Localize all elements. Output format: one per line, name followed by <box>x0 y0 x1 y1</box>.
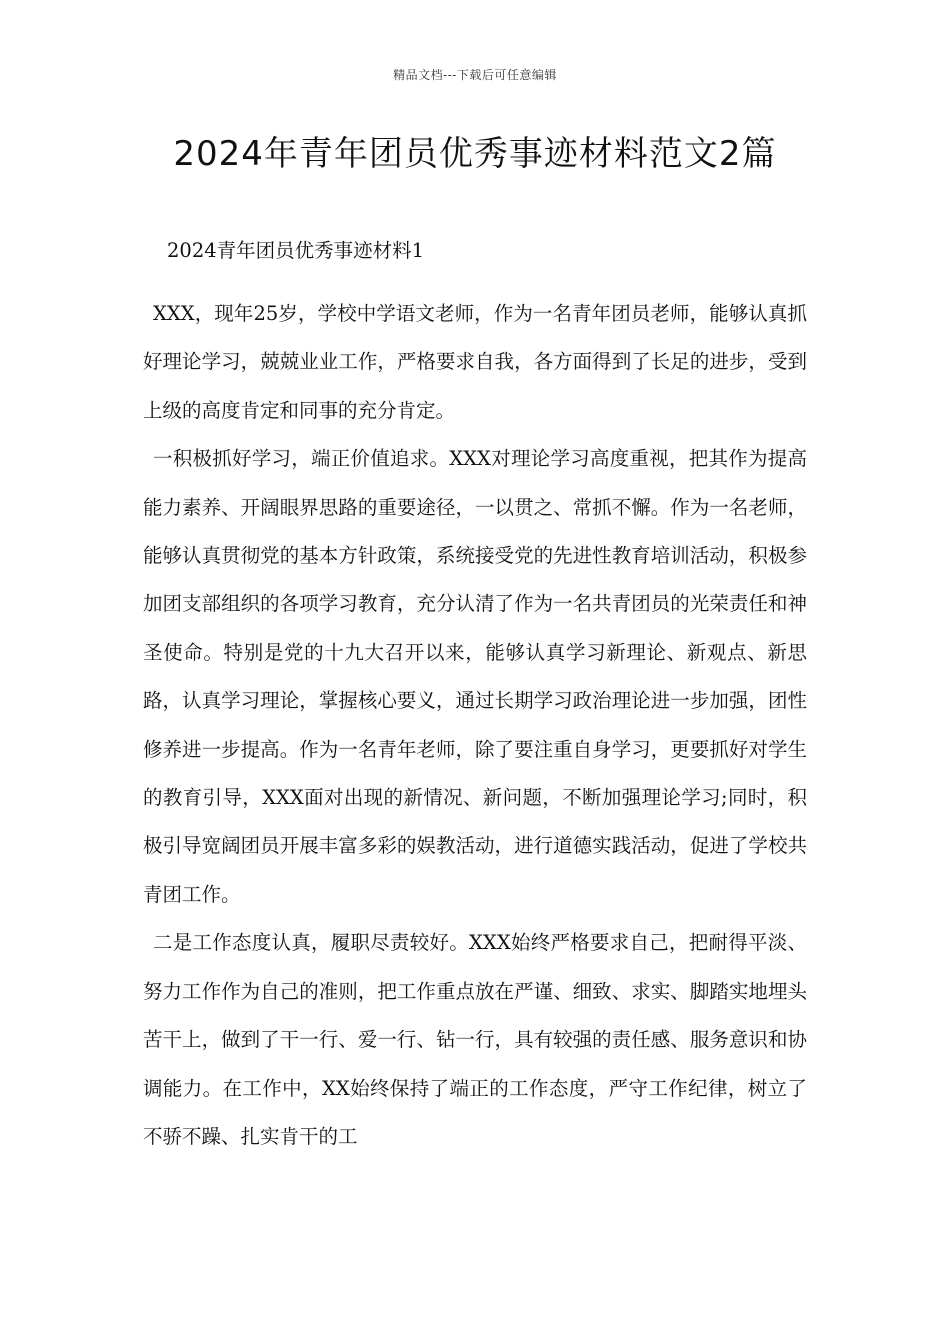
header-note: 精品文档---下载后可任意编辑 <box>393 68 557 82</box>
section-subtitle: 2024青年团员优秀事迹材料1 <box>167 239 425 262</box>
paragraph-work: 二是工作态度认真，履职尽责较好。XXX始终严格要求自己，把耐得平淡、努力工作作为自己的准则，把工作重点放在严谨、细致、求实、脚踏实地埋头苦干上，做到了干一行、爱一行、钻一行，具有较强的责任感、服务意识和协调能力。在工作中，XX始终保持了端正的工作态度，严守工作纪律，树立了不骄不躁、扎实肯干的工 <box>143 931 807 1148</box>
paragraph-intro: XXX，现年25岁，学校中学语文老师，作为一名青年团员老师，能够认真抓好理论学习，兢兢业业工作，严格要求自我，各方面得到了长足的进步，受到上级的高度肯定和同事的充分肯定。 <box>143 302 807 422</box>
paragraph-study: 一积极抓好学习，端正价值追求。XXX对理论学习高度重视，把其作为提高能力素养、开阔眼界思路的重要途径，一以贯之、常抓不懈。作为一名老师，能够认真贯彻党的基本方针政策，系统接受党的先进性教育培训活动，积极参加团支部组织的各项学习教育，充分认清了作为一名共青团员的光荣责任和神圣使命。特别是党的十九大召开以来，能够认真学习新理论、新观点、新思路，认真学习理论，掌握核心要义，通过长期学习政治理论进一步加强，团性修养进一步提高。作为一名青年老师，除了要注重自身学习，更要抓好对学生的教育引导，XXX面对出现的新情况、新问题，不断加强理论学习;同时，积极引导宽阔团员开展丰富多彩的娱教活动，进行道德实践活动，促进了学校共青团工作。 <box>143 447 807 906</box>
document-body <box>143 236 807 1161</box>
document-title: 2024年青年团员优秀事迹材料范文2篇 <box>173 134 777 174</box>
